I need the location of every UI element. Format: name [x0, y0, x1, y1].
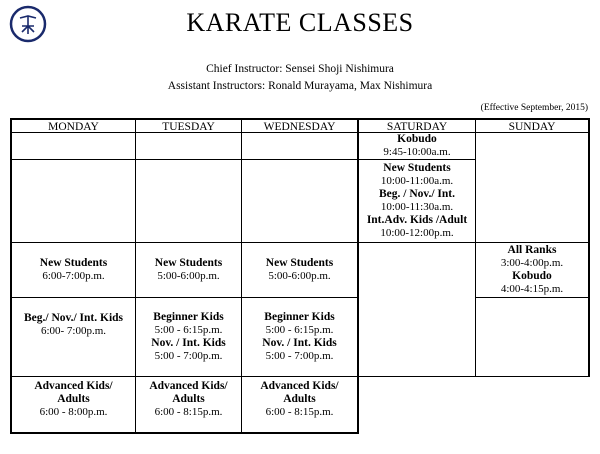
class-time: 6:00 - 8:00p.m. [39, 406, 108, 418]
class-wednesday-advanced [242, 377, 357, 432]
class-name: Adults [283, 393, 316, 405]
class-time: 10:00-11:30a.m. [380, 201, 454, 213]
class-time: 6:00-7:00p.m. [42, 270, 105, 282]
class-monday-new-students [12, 243, 135, 297]
class-sunday-block [476, 243, 588, 297]
class-time: 10:00-11:00a.m. [380, 175, 454, 187]
class-saturday-block [359, 160, 475, 242]
class-time: 9:45-10:00a.m. [383, 146, 451, 158]
class-name: New Students [383, 162, 451, 174]
class-name: New Students [39, 257, 108, 269]
class-time: 10:00-12:00p.m. [380, 227, 454, 239]
class-name: Kobudo [512, 270, 552, 282]
class-name: Advanced Kids/ [149, 380, 228, 392]
class-tuesday-new-students [136, 243, 241, 297]
header-wednesday: WEDNESDAY [263, 120, 336, 133]
class-name: Int.Adv. Kids /Adult [366, 214, 468, 226]
class-monday-beg-nov-int-kids [12, 298, 135, 354]
header-sunday: SUNDAY [508, 120, 556, 133]
class-name: Beginner Kids [153, 311, 224, 323]
class-time: 6:00- 7:00p.m. [40, 325, 107, 337]
page-title: KARATE CLASSES [186, 8, 414, 37]
header-monday: MONDAY [48, 120, 99, 133]
class-tuesday-advanced [136, 377, 241, 432]
class-name: Beginner Kids [264, 311, 335, 323]
class-wednesday-new-students [242, 243, 357, 297]
class-time: 5:00 - 7:00p.m. [265, 350, 334, 362]
class-name: Nov. / Int. Kids [151, 337, 226, 349]
class-name: Beg. / Nov./ Int. [378, 188, 456, 200]
class-saturday-kobudo [359, 133, 475, 159]
class-time: 6:00 - 8:15p.m. [154, 406, 223, 418]
class-time: 5:00 - 6:15p.m. [265, 324, 334, 336]
class-name: Beg./ Nov./ Int. Kids [23, 312, 124, 324]
class-name: Nov. / Int. Kids [262, 337, 337, 349]
class-time: 4:00-4:15p.m. [500, 283, 564, 295]
effective-date: (Effective September, 2015) [480, 103, 588, 113]
class-name: Advanced Kids/ [260, 380, 339, 392]
class-name: Adults [172, 393, 205, 405]
class-name: Advanced Kids/ [34, 380, 113, 392]
class-tuesday-kids [136, 298, 241, 376]
class-time: 5:00 - 7:00p.m. [154, 350, 223, 362]
assistant-instructors: Assistant Instructors: Ronald Murayama, Max Nishimura [167, 80, 433, 92]
class-time: 5:00-6:00p.m. [268, 270, 331, 282]
class-time: 5:00 - 6:15p.m. [154, 324, 223, 336]
header-saturday: SATURDAY [386, 120, 448, 133]
chief-instructor: Chief Instructor: Sensei Shoji Nishimura [206, 63, 394, 75]
class-name: New Students [154, 257, 223, 269]
header-tuesday: TUESDAY [162, 120, 215, 133]
class-name: New Students [265, 257, 334, 269]
class-name: Adults [57, 393, 90, 405]
class-name: All Ranks [507, 244, 557, 256]
class-time: 3:00-4:00p.m. [500, 257, 564, 269]
class-wednesday-kids [242, 298, 357, 376]
class-name: Kobudo [397, 133, 437, 145]
class-monday-advanced [12, 377, 135, 432]
class-time: 6:00 - 8:15p.m. [265, 406, 334, 418]
class-time: 5:00-6:00p.m. [157, 270, 220, 282]
